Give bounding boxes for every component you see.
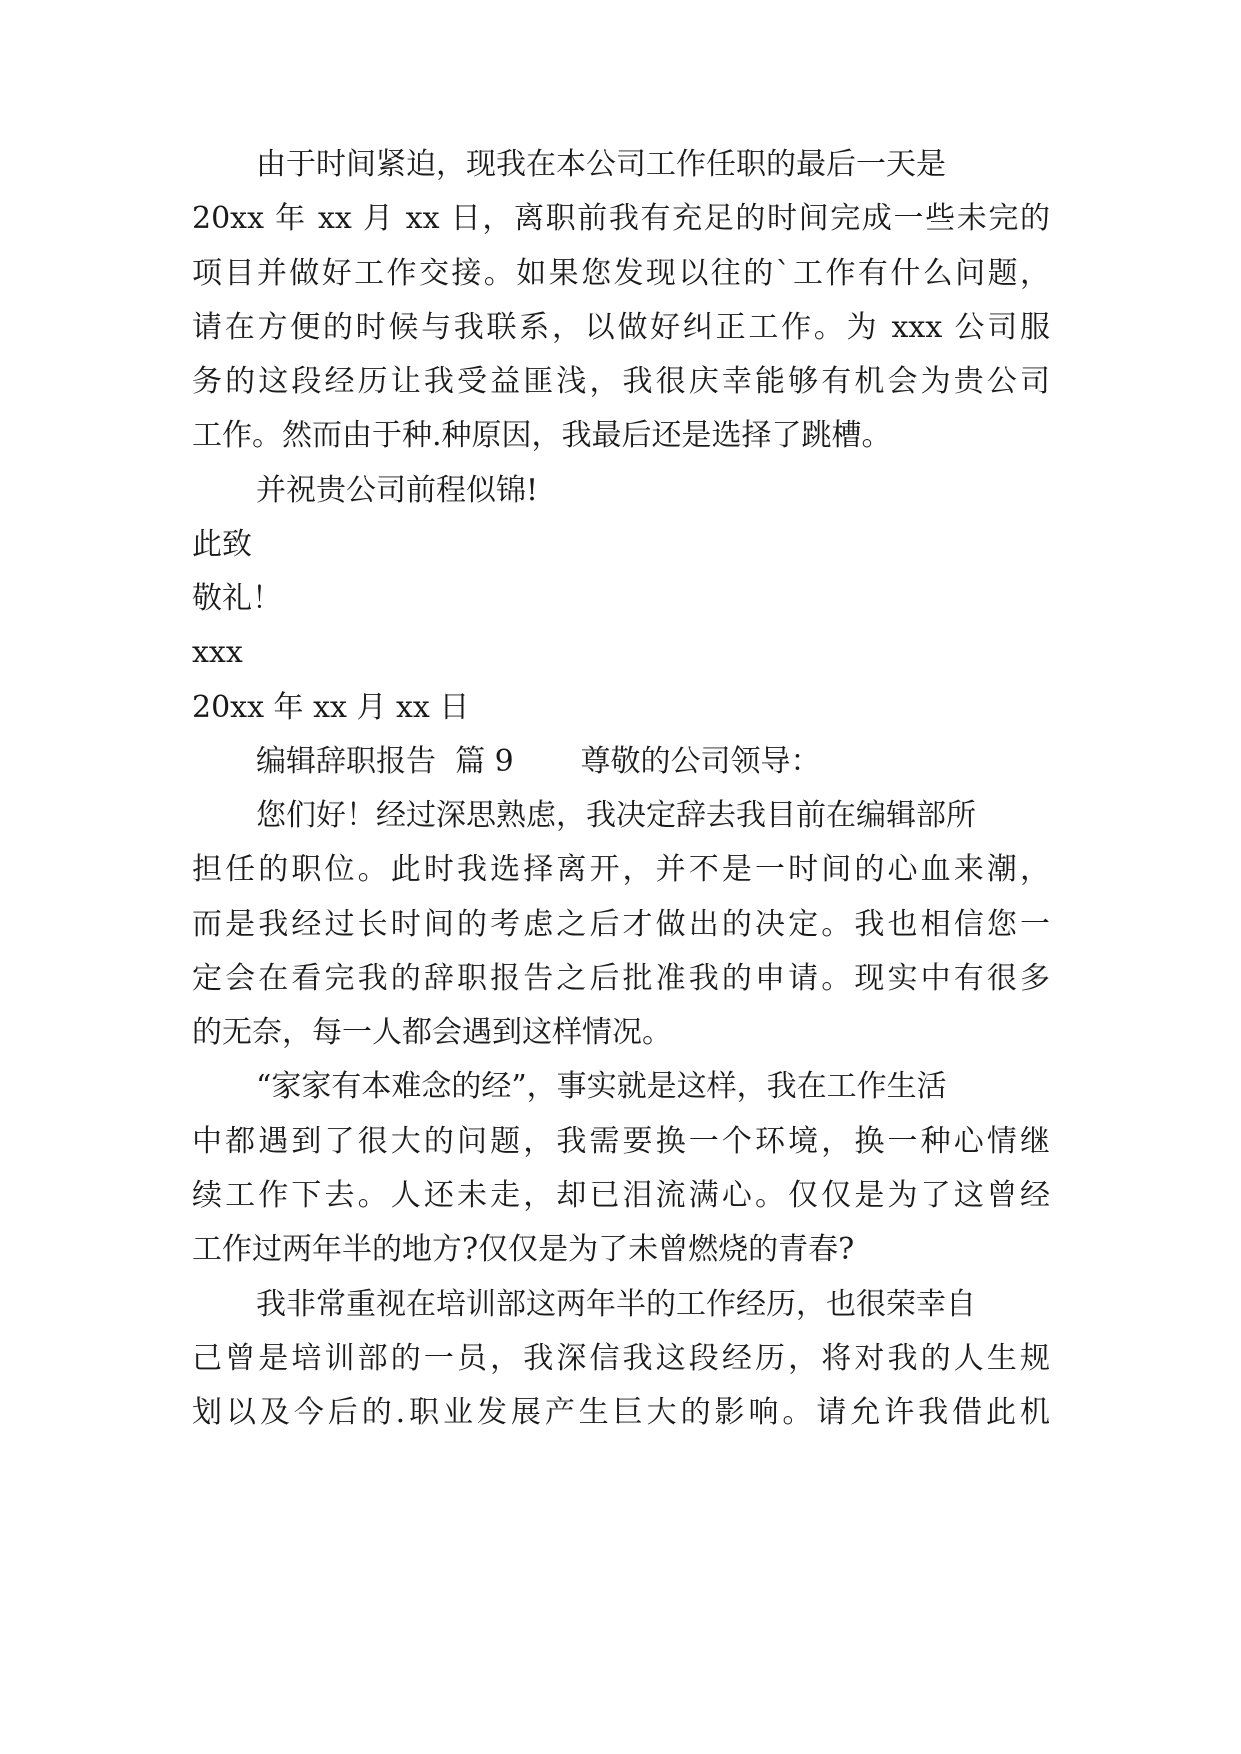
text-line: 20xx 年 xx 月 xx 日，离职前我有充足的时间完成一些未完的 xyxy=(192,201,1050,236)
text-line: 您们好！经过深思熟虑，我决定辞去我目前在编辑部所 xyxy=(256,798,976,833)
text-line: “家家有本难念的经”，事实就是这样，我在工作生活 xyxy=(256,1069,947,1104)
text-line: 中都遇到了很大的问题，我需要换一个环境，换一种心情继 xyxy=(192,1124,1050,1159)
signature-date: 20xx 年 xx 月 xx 日 xyxy=(192,690,470,725)
text-line: 由于时间紧迫，现我在本公司工作任职的最后一天是 xyxy=(256,147,946,182)
text-line: 而是我经过长时间的考虑之后才做出的决定。我也相信您一 xyxy=(192,907,1050,942)
signature-name: xxx xyxy=(192,635,243,670)
text-line: 并祝贵公司前程似锦! xyxy=(256,473,539,508)
text-line: 的无奈，每一人都会遇到这样情况。 xyxy=(192,1015,672,1050)
text-line: 工作过两年半的地方?仅仅是为了未曾燃烧的青春? xyxy=(192,1232,855,1267)
section-heading: 编辑辞职报告 篇 9 尊敬的公司领导： xyxy=(256,744,821,779)
text-line: 己曾是培训部的一员，我深信我这段经历，将对我的人生规 xyxy=(192,1341,1050,1376)
salutation-regards: 敬礼！ xyxy=(192,581,282,616)
text-line: 划以及今后的.职业发展产生巨大的影响。请允许我借此机 xyxy=(192,1395,1050,1430)
text-line: 务的这段经历让我受益匪浅，我很庆幸能够有机会为贵公司 xyxy=(192,364,1050,399)
text-line: 我非常重视在培训部这两年半的工作经历，也很荣幸自 xyxy=(256,1287,976,1322)
text-line: 项目并做好工作交接。如果您发现以往的`工作有什么问题， xyxy=(192,256,1050,291)
text-line: 定会在看完我的辞职报告之后批准我的申请。现实中有很多 xyxy=(192,961,1050,996)
salutation-closing: 此致 xyxy=(192,527,252,562)
text-line: 担任的职位。此时我选择离开，并不是一时间的心血来潮， xyxy=(192,852,1050,887)
text-line: 请在方便的时候与我联系，以做好纠正工作。为 xxx 公司服 xyxy=(192,310,1050,345)
text-line: 工作。然而由于种.种原因，我最后还是选择了跳槽。 xyxy=(192,418,892,453)
text-line: 续工作下去。人还未走，却已泪流满心。仅仅是为了这曾经 xyxy=(192,1178,1050,1213)
